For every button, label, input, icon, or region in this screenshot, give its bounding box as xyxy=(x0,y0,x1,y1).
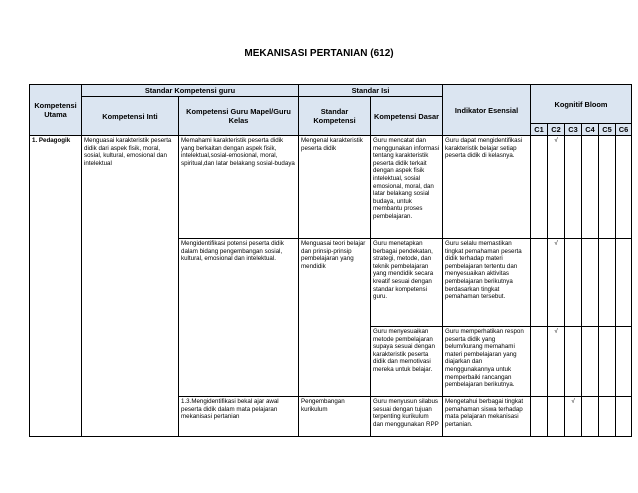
bloom-c5-cell xyxy=(599,136,616,239)
header-kompetensi-utama: Kompetensi Utama xyxy=(30,85,82,136)
bloom-c2-cell: √ xyxy=(548,327,565,397)
indikator-esensial-cell: Guru selalu memastikan tingkat pemahaman peserta didik terhadap materi pembelajaran tertentu dan menyesuaikan aktivitas pembelajaran berikutnya berdasarkan tingkat pemahaman tersebut. xyxy=(443,239,531,327)
standar-kompetensi-cell: Menguasai teori belajar dan prinsip-prinsip pembelajaran yang mendidik xyxy=(299,239,371,397)
header-standar-kompetensi-guru: Standar Kompetensi guru xyxy=(82,85,299,97)
kompetensi-dasar-cell: Guru menyesuaikan metode pembelajaran supaya sesuai dengan karakteristik peserta didik dan memotivasi mereka untuk belajar. xyxy=(371,327,443,397)
bloom-c6-cell xyxy=(616,136,632,239)
bloom-c3-cell xyxy=(565,136,582,239)
bloom-c1-cell xyxy=(531,397,548,437)
bloom-c1-cell xyxy=(531,136,548,239)
bloom-c6-cell xyxy=(616,239,632,327)
bloom-c3-cell xyxy=(565,327,582,397)
header-indikator-esensial: Indikator Esensial xyxy=(443,85,531,136)
kompetensi-guru-cell: 1.3.Mengidentifikasi bekal ajar awal peserta didik dalam mata pelajaran mekanisasi pertanian xyxy=(179,397,299,437)
table-row xyxy=(30,136,632,239)
bloom-c2-cell xyxy=(548,397,565,437)
kompetensi-utama-cell: 1. Pedagogik xyxy=(30,136,82,437)
kompetensi-dasar-cell: Guru menetapkan berbagai pendekatan, strategi, metode, dan teknik pembelajaran yang mendidik secara kreatif sesuai dengan standar kompetensi guru. xyxy=(371,239,443,327)
kompetensi-inti-cell: Menguasai karakteristik peserta didik dari aspek fisik, moral, sosial, kultural, emosional dan intelektual xyxy=(82,136,179,437)
standar-kompetensi-cell: Pengembangan kurikulum xyxy=(299,397,371,437)
header-kognitif-bloom: Kognitif Bloom xyxy=(531,85,632,124)
header-kompetensi-guru: Kompetensi Guru Mapel/Guru Kelas xyxy=(179,97,299,136)
kompetensi-guru-cell: Mengidentifikasi potensi peserta didik dalam bidang pengembangan sosial, kultural, emosional dan intelektual. xyxy=(179,239,299,397)
bloom-c4-cell xyxy=(582,239,599,327)
page-title: MEKANISASI PERTANIAN (612) xyxy=(244,48,394,59)
kompetensi-dasar-cell: Guru menyusun silabus sesuai dengan tujuan terpenting kurikulum dan menggunakan RPP xyxy=(371,397,443,437)
bloom-c6-cell xyxy=(616,327,632,397)
competency-table xyxy=(29,84,632,437)
bloom-c5-cell xyxy=(599,239,616,327)
indikator-esensial-cell: Mengetahui berbagai tingkat pemahaman siswa terhadap mata pelajaran mekanisasi pertanian. xyxy=(443,397,531,437)
bloom-c4-cell xyxy=(582,397,599,437)
bloom-level-c4: C4 xyxy=(582,124,599,136)
header-standar-isi: Standar Isi xyxy=(299,85,443,97)
standar-kompetensi-cell: Mengenal karakteristik peserta didik xyxy=(299,136,371,239)
bloom-c3-cell xyxy=(565,239,582,327)
header-kompetensi-dasar: Kompetensi Dasar xyxy=(371,97,443,136)
bloom-level-c1: C1 xyxy=(531,124,548,136)
header-kompetensi-inti: Kompetensi Inti xyxy=(82,97,179,136)
indikator-esensial-cell: Guru memperhatikan respon peserta didik yang belum/kurang memahami materi pembelajaran yang diajarkan dan menggunakannya untuk memperbaiki rancangan pembelajaran berikutnya. xyxy=(443,327,531,397)
bloom-c1-cell xyxy=(531,239,548,327)
bloom-c5-cell xyxy=(599,397,616,437)
bloom-c1-cell xyxy=(531,327,548,397)
indikator-esensial-cell: Guru dapat mengidentifikasi karakteristik belajar setiap peserta didik di kelasnya. xyxy=(443,136,531,239)
header-standar-kompetensi: Standar Kompetensi xyxy=(299,97,371,136)
bloom-c2-cell: √ xyxy=(548,136,565,239)
kompetensi-guru-cell: Memahami karakteristik peserta didik yang berkaitan dengan aspek fisik, intelektual,sosial-emosional, moral, spiritual,dan latar belakang sosial-budaya xyxy=(179,136,299,239)
bloom-c4-cell xyxy=(582,136,599,239)
kompetensi-dasar-cell: Guru mencatat dan menggunakan informasi tentang karakteristik peserta didik terkait dengan aspek fisik intelektual, sosial emosional, moral, dan latar belakang sosial budaya, untuk membantu proses pembelajaran. xyxy=(371,136,443,239)
bloom-level-c6: C6 xyxy=(616,124,632,136)
bloom-level-c3: C3 xyxy=(565,124,582,136)
bloom-c4-cell xyxy=(582,327,599,397)
bloom-level-c5: C5 xyxy=(599,124,616,136)
bloom-c5-cell xyxy=(599,327,616,397)
bloom-c6-cell xyxy=(616,397,632,437)
bloom-level-c2: C2 xyxy=(548,124,565,136)
bloom-c3-cell: √ xyxy=(565,397,582,437)
bloom-c2-cell: √ xyxy=(548,239,565,327)
